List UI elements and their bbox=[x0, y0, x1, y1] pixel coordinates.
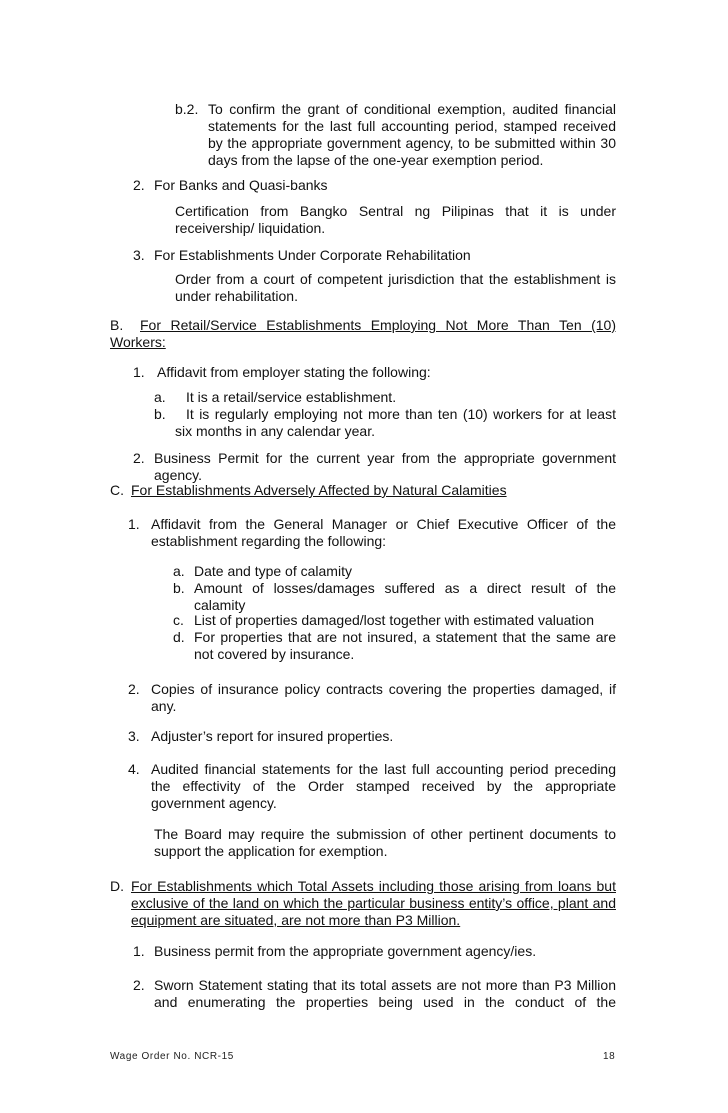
b-sub-a-text: It is a retail/service establishment. bbox=[186, 389, 397, 405]
b-item2-text: Business Permit for the current year from the appropriate government agency. bbox=[154, 450, 616, 483]
b-sub-b-block bbox=[154, 406, 616, 440]
item2-text: Certification from Bangko Sentral ng Pilipinas that it is under receivership/ liquidation. bbox=[175, 203, 616, 236]
footer-document-title: Wage Order No. NCR-15 bbox=[110, 1051, 234, 1062]
d-item2-block bbox=[133, 977, 616, 1011]
c-sub-a-text: Date and type of calamity bbox=[194, 563, 352, 579]
c-item1-label: 1. bbox=[128, 516, 140, 532]
section-b-label: B. bbox=[110, 317, 124, 333]
c-item1-text: Affidavit from the General Manager or Chief Executive Officer of the establishment regarding the following: bbox=[151, 516, 616, 549]
section-c-label: C. bbox=[110, 482, 124, 498]
c-sub-b-text: Amount of losses/damages suffered as a direct result of the calamity bbox=[194, 580, 616, 613]
section-c-heading: For Establishments Adversely Affected by Natural Calamities bbox=[131, 482, 507, 498]
section-b-heading-block bbox=[110, 317, 616, 351]
b-item1-text: Affidavit from employer stating the following: bbox=[157, 364, 431, 380]
item3-title: For Establishments Under Corporate Rehabilitation bbox=[154, 247, 471, 263]
c-item2-label: 2. bbox=[128, 681, 140, 697]
d-item1-block bbox=[133, 943, 616, 960]
d-item1-text: Business permit from the appropriate government agency/ies. bbox=[154, 943, 537, 959]
item2-label: 2. bbox=[133, 177, 145, 193]
section-d-label: D. bbox=[110, 878, 124, 894]
c-sub-c-block bbox=[173, 612, 616, 629]
b-sub-b-label: b. bbox=[154, 406, 166, 422]
c-note: The Board may require the submission of other pertinent documents to support the application for exemption. bbox=[154, 826, 616, 859]
b2-label: b.2. bbox=[175, 101, 199, 117]
b-item1-label: 1. bbox=[133, 364, 145, 380]
b-item2-label: 2. bbox=[133, 450, 145, 466]
c-item3-label: 3. bbox=[128, 728, 140, 744]
b-item2-block bbox=[133, 450, 616, 484]
item3-text: Order from a court of competent jurisdiction that the establishment is under rehabilitation. bbox=[175, 271, 616, 304]
section-d-heading: For Establishments which Total Assets including those arising from loans but exclusive of the land on which the particular business entity’s office, plant and equipment are situated, are not more than P3 Million. bbox=[131, 878, 616, 928]
c-sub-a-label: a. bbox=[173, 563, 185, 579]
c-item1-block bbox=[128, 516, 616, 550]
c-sub-a-block bbox=[173, 563, 616, 580]
item2-title: For Banks and Quasi-banks bbox=[154, 177, 328, 193]
section-d-heading-block bbox=[110, 878, 616, 929]
c-sub-b-block bbox=[173, 580, 616, 614]
c-item2-text: Copies of insurance policy contracts covering the properties damaged, if any. bbox=[151, 681, 616, 714]
b-sub-a-label: a. bbox=[154, 389, 166, 405]
b-sub-b-text: It is regularly employing not more than ten (10) workers for at least six months in any calendar year. bbox=[175, 406, 616, 439]
d-item1-label: 1. bbox=[133, 943, 145, 959]
c-item2-block bbox=[128, 681, 616, 715]
c-sub-d-text: For properties that are not insured, a statement that the same are not covered by insurance. bbox=[194, 629, 616, 662]
c-sub-d-label: d. bbox=[173, 629, 185, 645]
d-item2-label: 2. bbox=[133, 977, 145, 993]
c-sub-c-text: List of properties damaged/lost together with estimated valuation bbox=[194, 612, 595, 628]
c-sub-c-label: c. bbox=[173, 612, 184, 628]
section-b-heading: For Retail/Service Establishments Employing Not More Than Ten (10) Workers: bbox=[110, 317, 616, 350]
b2-text: To confirm the grant of conditional exemption, audited financial statements for the last full accounting period, stamped received by the appropriate government agency, to be submitted within 30 days from the lapse of the one-year exemption period. bbox=[208, 101, 616, 168]
footer-page-number: 18 bbox=[603, 1051, 616, 1062]
c-item4-label: 4. bbox=[128, 761, 140, 777]
c-item3-text: Adjuster’s report for insured properties. bbox=[151, 728, 394, 744]
c-item3-block bbox=[128, 728, 616, 745]
c-sub-b-label: b. bbox=[173, 580, 185, 596]
d-item2-text: Sworn Statement stating that its total assets are not more than P3 Million and enumerating the properties being used in the conduct of the bbox=[154, 977, 616, 1010]
item3-label: 3. bbox=[133, 247, 145, 263]
c-item4-text: Audited financial statements for the last full accounting period preceding the effectivity of the Order stamped received by the appropriate government agency. bbox=[151, 761, 616, 811]
b2-paragraph bbox=[175, 101, 616, 169]
c-item4-block bbox=[128, 761, 616, 812]
c-sub-d-block bbox=[173, 629, 616, 663]
